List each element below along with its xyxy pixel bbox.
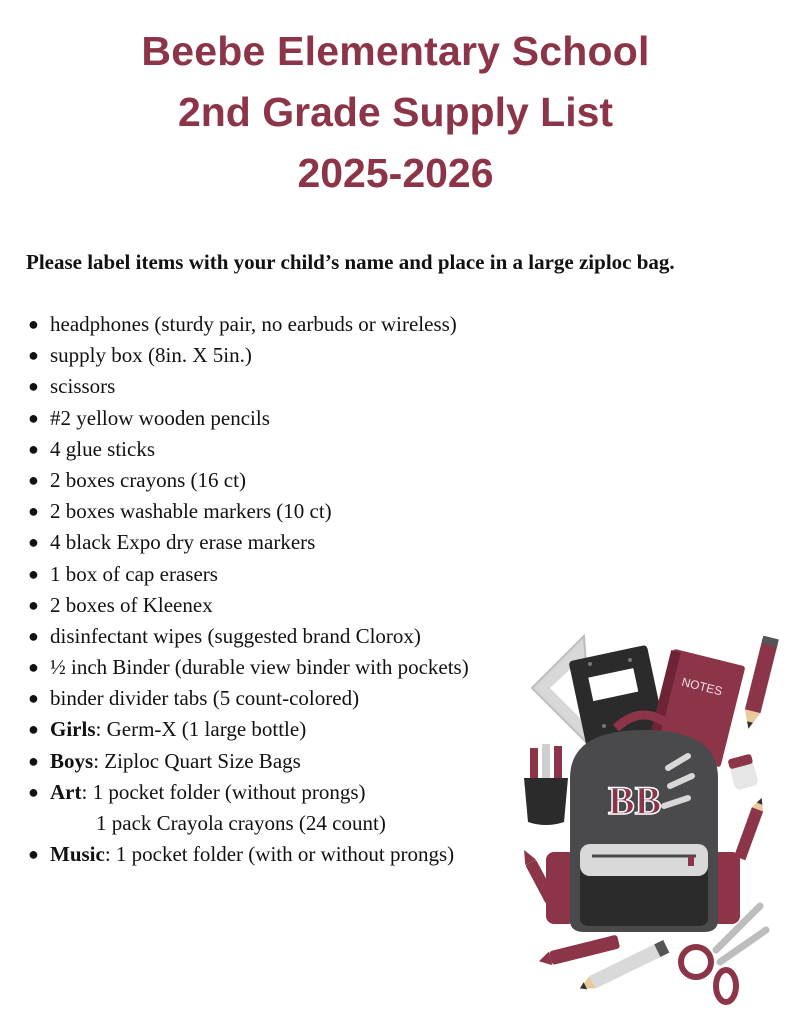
bullet-icon: ● [28, 688, 39, 709]
list-item [26, 371, 469, 402]
list-item [26, 403, 469, 434]
item-text: : 1 pocket folder (without prongs) [81, 779, 366, 804]
item-text: scissors [50, 374, 116, 399]
item-label: Boys [50, 748, 94, 773]
list-item [26, 590, 469, 621]
item-text: supply box (8in. X 5in.) [50, 343, 252, 368]
list-item-continuation [26, 808, 469, 839]
bullet-icon: ● [28, 594, 39, 615]
item-text: 2 boxes crayons (16 ct) [50, 467, 246, 492]
list-item [26, 465, 469, 496]
item-text: headphones (sturdy pair, no earbuds or wireless) [50, 312, 457, 336]
list-item [26, 652, 469, 683]
bullet-icon: ● [28, 563, 39, 584]
list-item [26, 683, 469, 714]
bullet-icon: ● [28, 345, 39, 366]
item-text: : 1 pocket folder (with or without prongs) [104, 842, 455, 867]
list-item [26, 777, 469, 808]
item-text: : Ziploc Quart Size Bags [93, 748, 301, 773]
list-item [26, 839, 469, 870]
school-year: 2025-2026 [297, 150, 494, 196]
list-item [26, 559, 469, 590]
pencil-icon [741, 636, 779, 731]
bullet-icon: ● [28, 469, 39, 490]
list-item [26, 527, 469, 558]
item-text: 1 pack Crayola crayons (24 count) [96, 811, 386, 835]
bullet-icon: ● [28, 376, 39, 397]
bullet-icon: ● [28, 719, 39, 740]
crayon-cup-icon [524, 744, 568, 825]
item-text: binder divider tabs (5 count-colored) [50, 686, 360, 711]
bullet-icon: ● [28, 625, 39, 646]
bullet-icon: ● [28, 781, 39, 802]
backpack-logo: BB [608, 778, 662, 823]
eraser-icon [727, 754, 758, 791]
item-text: 4 glue sticks [50, 436, 155, 461]
bullet-icon: ● [28, 750, 39, 771]
bullet-icon: ● [28, 407, 39, 428]
item-text: disinfectant wipes (suggested brand Clorox) [50, 623, 421, 648]
item-text: #2 yellow wooden pencils [50, 405, 270, 430]
list-item [26, 309, 469, 340]
item-text: ½ inch Binder (durable view binder with pockets) [50, 655, 469, 680]
item-text: 1 box of cap erasers [50, 561, 218, 586]
bullet-icon: ● [28, 438, 39, 459]
item-text: 4 black Expo dry erase markers [50, 530, 316, 555]
list-title: 2nd Grade Supply List [177, 89, 614, 135]
backpack-illustration [520, 630, 780, 1010]
bullet-icon: ● [28, 532, 39, 553]
item-text: 2 boxes washable markers (10 ct) [50, 499, 332, 524]
small-pencil-icon [734, 796, 767, 860]
bullet-icon: ● [28, 844, 39, 865]
list-item [26, 434, 469, 465]
list-item [26, 746, 469, 777]
item-label: Music [50, 842, 105, 867]
bullet-icon: ● [28, 501, 39, 522]
bullet-icon: ● [28, 657, 39, 678]
bottom-crayon-icon [537, 935, 620, 968]
bullet-icon: ● [28, 314, 39, 334]
item-label: Girls [50, 717, 96, 742]
item-text: 2 boxes of Kleenex [50, 592, 213, 617]
school-name: Beebe Elementary School [141, 28, 650, 74]
instructions: Please label items with your child’s name and place in a large ziploc bag. [26, 250, 675, 274]
item-text: : Germ-X (1 large bottle) [95, 717, 307, 742]
list-item [26, 340, 469, 371]
notes-label: NOTES [680, 674, 724, 699]
list-item [26, 621, 469, 652]
list-item [26, 714, 469, 745]
list-item [26, 496, 469, 527]
item-label: Art [50, 779, 82, 804]
supply-list [26, 309, 469, 870]
